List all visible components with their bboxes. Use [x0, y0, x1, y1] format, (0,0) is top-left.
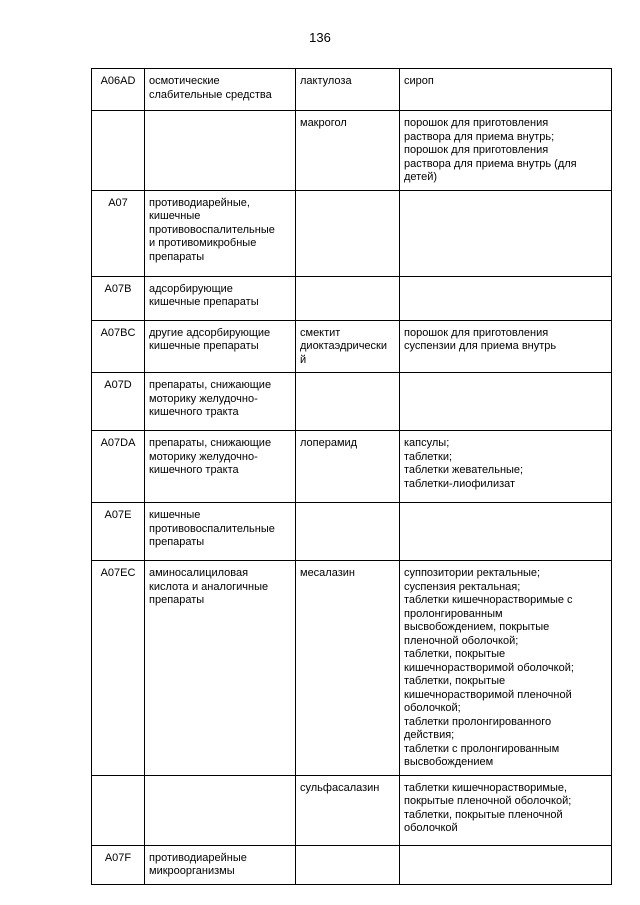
drug-name-cell-text: смектит диоктаэдрически й — [300, 326, 388, 366]
drug-name-cell — [296, 111, 400, 191]
dosage-form-cell — [400, 373, 612, 431]
drug-name-cell — [296, 561, 400, 776]
atc-code-cell — [92, 69, 145, 111]
dosage-form-cell-text: суппозитории ректальные; суспензия ректальная; таблетки кишечнорастворимые с пролонгированным высвобождением, покрытые пленочной оболочкой; таблетки, покрытые кишечнорастворимой оболочкой; таблетки, покрытые кишечнорастворимой пленочной оболочкой; таблетки пролонгированного действия; таблетки с пролонгированным высвобождением — [404, 567, 574, 768]
atc-code-cell-text: A07E — [104, 509, 132, 521]
table-row — [92, 320, 612, 373]
group-name-cell — [145, 69, 296, 111]
atc-code-cell-text: A07D — [104, 379, 132, 391]
dosage-form-cell — [400, 111, 612, 191]
atc-code-cell-text: A07BC — [100, 326, 136, 339]
atc-code-cell — [92, 276, 145, 320]
table-row — [92, 431, 612, 503]
table-row — [92, 373, 612, 431]
group-name-cell-text: препараты, снижающие моторику желудочно- кишечного тракта — [149, 379, 272, 418]
group-name-cell — [145, 276, 296, 320]
group-name-cell — [145, 775, 296, 845]
dosage-form-cell — [400, 69, 612, 111]
group-name-cell — [145, 111, 296, 191]
table-row — [92, 111, 612, 191]
drug-name-cell — [296, 373, 400, 431]
group-name-cell — [145, 373, 296, 431]
table-row — [92, 845, 612, 884]
dosage-form-cell — [400, 431, 612, 503]
drug-name-cell — [296, 190, 400, 276]
group-name-cell — [145, 431, 296, 503]
drug-name-cell — [296, 503, 400, 561]
group-name-cell-text: аминосалициловая кислота и аналогичные препараты — [149, 567, 269, 606]
atc-code-cell — [92, 775, 145, 845]
drug-name-cell-text: сульфасалазин — [300, 781, 380, 794]
group-name-cell — [145, 320, 296, 373]
drug-name-cell — [296, 276, 400, 320]
atc-code-cell — [92, 190, 145, 276]
group-name-cell — [145, 190, 296, 276]
atc-code-cell-text: A06AD — [100, 75, 136, 87]
atc-code-cell-text: A07F — [104, 851, 132, 864]
drug-name-cell — [296, 69, 400, 111]
atc-code-cell — [92, 320, 145, 373]
table-row — [92, 190, 612, 276]
group-name-cell — [145, 845, 296, 884]
dosage-form-cell-text: порошок для приготовления раствора для приема внутрь; порошок для приготовления раствора для приема внутрь (для детей) — [404, 117, 577, 183]
dosage-form-cell-text: порошок для приготовления суспензии для приема внутрь — [404, 326, 557, 352]
atc-code-cell-text: A07 — [108, 196, 128, 209]
group-name-cell-text: другие адсорбирующие кишечные препараты — [149, 326, 271, 352]
table-row — [92, 503, 612, 561]
drug-name-cell-text: макрогол — [300, 117, 347, 129]
atc-code-cell — [92, 503, 145, 561]
atc-code-cell — [92, 845, 145, 884]
atc-code-cell — [92, 111, 145, 191]
dosage-form-cell — [400, 190, 612, 276]
drug-name-cell — [296, 431, 400, 503]
atc-code-cell — [92, 431, 145, 503]
table-body — [92, 69, 612, 885]
group-name-cell-text: противодиарейные микроорганизмы — [149, 851, 247, 877]
dosage-form-cell — [400, 775, 612, 845]
atc-code-cell-text: A07B — [104, 282, 132, 295]
atc-code-cell — [92, 561, 145, 776]
drug-name-cell — [296, 845, 400, 884]
table-row — [92, 69, 612, 111]
group-name-cell-text: осмотические слабительные средства — [149, 75, 272, 101]
drug-name-cell-text: лактулоза — [300, 75, 352, 87]
dosage-form-cell — [400, 276, 612, 320]
group-name-cell — [145, 561, 296, 776]
dosage-form-cell — [400, 845, 612, 884]
drug-name-cell — [296, 320, 400, 373]
table-row — [92, 775, 612, 845]
group-name-cell — [145, 503, 296, 561]
table-row — [92, 561, 612, 776]
group-name-cell-text: кишечные противовоспалительные препараты — [149, 509, 275, 548]
atc-code-cell — [92, 373, 145, 431]
dosage-form-cell — [400, 503, 612, 561]
group-name-cell-text: адсорбирующие кишечные препараты — [149, 282, 259, 308]
group-name-cell-text: препараты, снижающие моторику желудочно- кишечного тракта — [149, 437, 272, 476]
atc-code-cell-text: A07EC — [100, 567, 136, 579]
dosage-form-cell-text: таблетки кишечнорастворимые, покрытые пленочной оболочкой; таблетки, покрытые пленочной оболочкой — [404, 781, 572, 834]
drug-name-cell — [296, 775, 400, 845]
atc-code-cell-text: A07DA — [100, 437, 136, 449]
dosage-form-cell-text: капсулы; таблетки; таблетки жевательные; таблетки-лиофилизат — [404, 437, 524, 490]
dosage-form-cell — [400, 320, 612, 373]
table-row — [92, 276, 612, 320]
dosage-form-cell — [400, 561, 612, 776]
drug-name-cell-text: месалазин — [300, 567, 355, 579]
drug-name-cell-text: лоперамид — [300, 437, 358, 449]
page-number: 136 — [309, 30, 331, 45]
drug-table — [91, 68, 612, 885]
dosage-form-cell-text: сироп — [404, 75, 434, 87]
group-name-cell-text: противодиарейные, кишечные противовоспалительные и противомикробные препараты — [149, 196, 275, 263]
